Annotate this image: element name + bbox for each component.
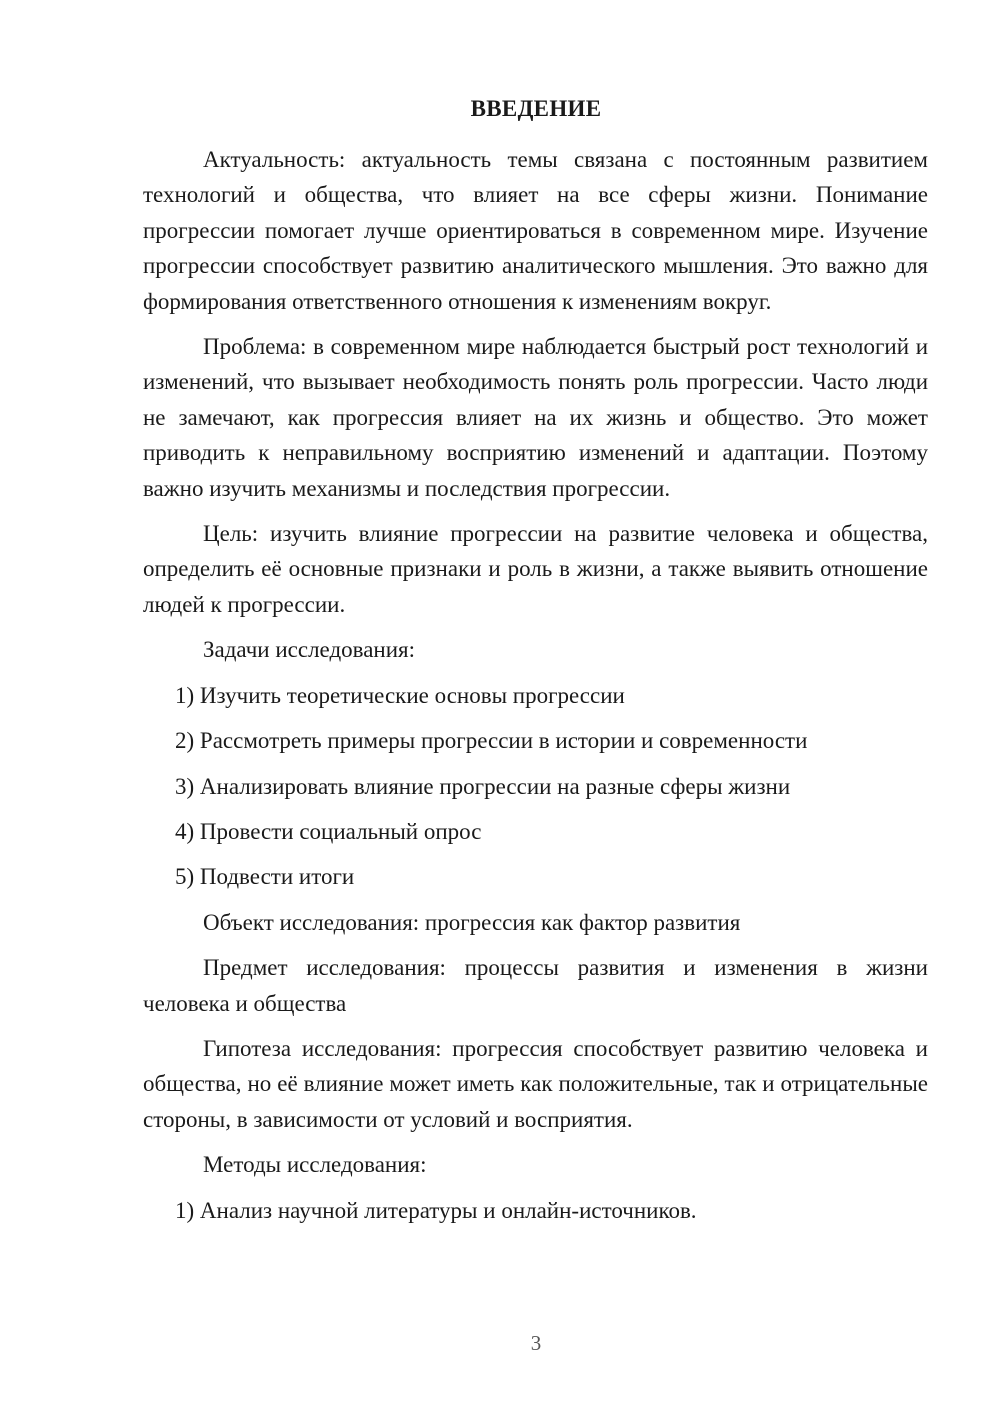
page-number: 3 — [530, 1331, 542, 1355]
paragraph-object: Объект исследования: прогрессия как фактор развития — [203, 909, 741, 935]
document-body — [143, 142, 928, 1238]
method-item: 1) Анализ научной литературы и онлайн-источников. — [175, 1197, 697, 1223]
paragraph-relevance: Актуальность: актуальность темы связана с постоянным развитием технологий и общества, что влияет на все сферы жизни. Понимание прогрессии помогает лучше ориентироваться в современном мире. Изучение прогрессии способствует развитию аналитического мышления. Это важно для формирования ответственного отношения к изменениям вокруг. — [143, 147, 928, 314]
paragraph-goal: Цель: изучить влияние прогрессии на развитие человека и общества, определить её основные признаки и роль в жизни, а также выявить отношение людей к прогрессии. — [143, 521, 928, 617]
paragraph-subject: Предмет исследования: процессы развития и изменения в жизни человека и общества — [143, 955, 928, 1016]
task-item: 4) Провести социальный опрос — [175, 818, 482, 844]
task-item: 1) Изучить теоретические основы прогрессии — [175, 682, 625, 708]
paragraph-problem: Проблема: в современном мире наблюдается быстрый рост технологий и изменений, что вызывает необходимость понять роль прогрессии. Часто люди не замечают, как прогрессия влияет на их жизнь и общество. Это может приводить к неправильному восприятию изменений и адаптации. Поэтому важно изучить механизмы и последствия прогрессии. — [143, 334, 928, 501]
task-item: 3) Анализировать влияние прогрессии на разные сферы жизни — [175, 773, 791, 799]
methods-heading: Методы исследования: — [203, 1152, 427, 1178]
section-title: ВВЕДЕНИЕ — [470, 96, 602, 121]
task-item: 2) Рассмотреть примеры прогрессии в истории и современности — [175, 728, 808, 754]
task-item: 5) Подвести итоги — [175, 864, 355, 890]
tasks-heading: Задачи исследования: — [203, 637, 416, 663]
paragraph-hypothesis: Гипотеза исследования: прогрессия способствует развитию человека и общества, но её влияние может иметь как положительные, так и отрицательные стороны, в зависимости от условий и восприятия. — [143, 1035, 928, 1132]
